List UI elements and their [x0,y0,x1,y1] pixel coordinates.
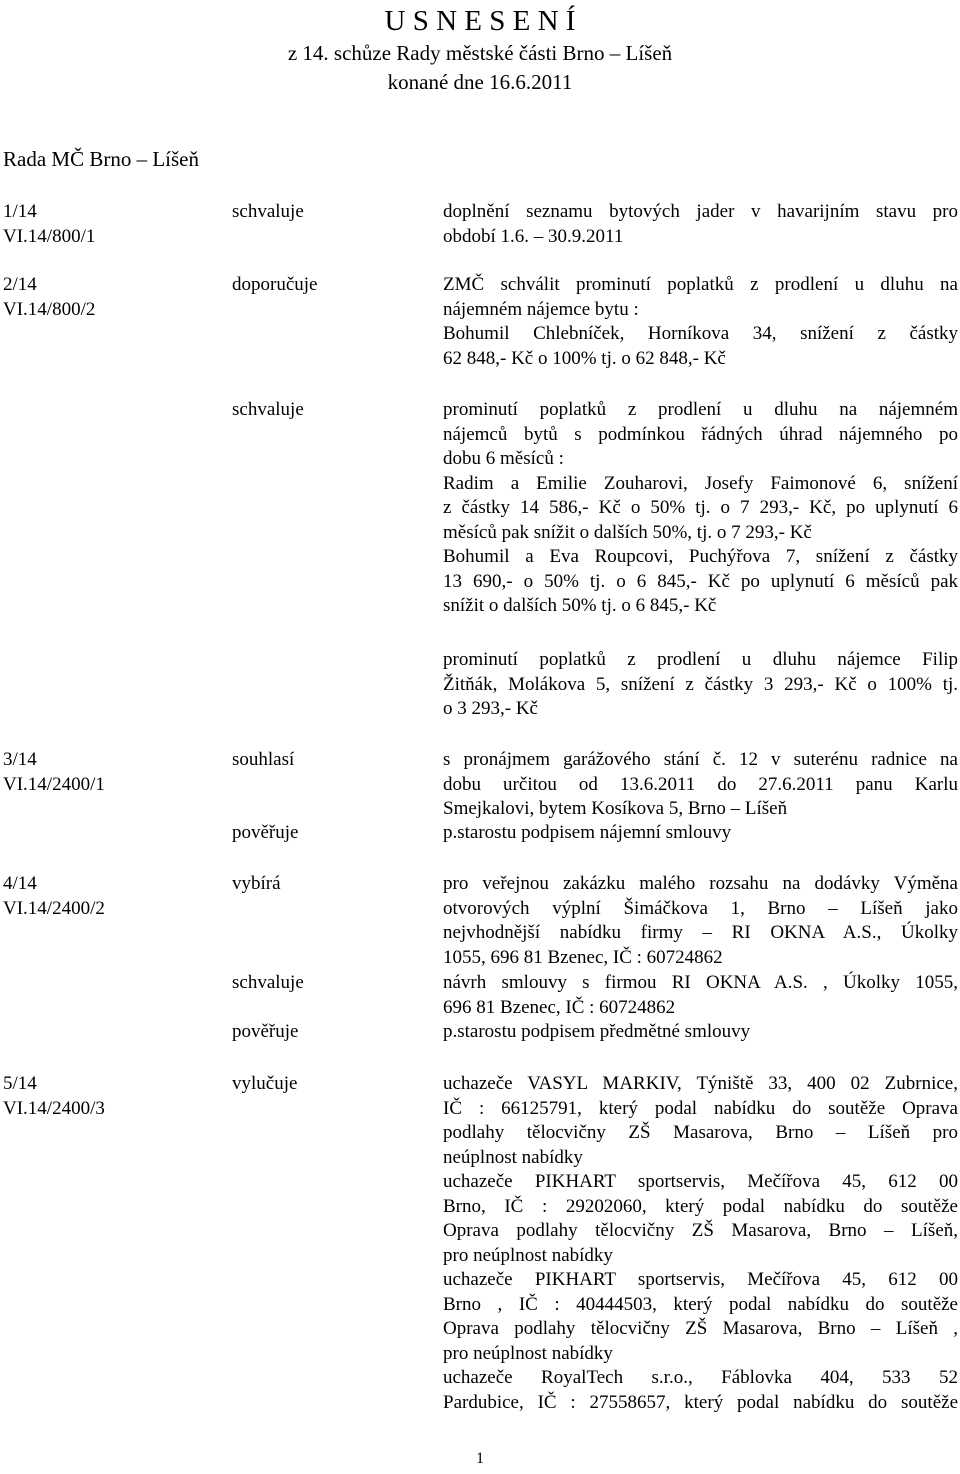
text-line: nejvhodnější nabídku firmy – RI OKNA A.S., Úkolky [443,922,958,943]
resolution-text: p.starostu podpisem předmětné smlouvy [443,1021,751,1042]
meeting-subtitle: z 14. schůze Rady městské části Brno – Líšeň [287,41,673,65]
text-line: období 1.6. – 30.9.2011 [443,225,624,247]
resolution-id: 3/14 [3,749,37,770]
resolution-ref: VI.14/800/1 [3,225,96,247]
resolution-verb: schvaluje [232,399,304,420]
resolution-verb: schvaluje [232,201,304,222]
resolution-id: 1/14 [3,201,37,222]
resolution-verb: pověřuje [232,1021,299,1042]
text-line: Oprava podlahy tělocvičny ZŠ Masarova, Brno – Líšeň, [443,1220,958,1241]
text-line: pro neúplnost nabídky [443,1244,613,1266]
text-line: podlahy tělocvičny ZŠ Masarova, Brno – Líšeň pro [443,1122,958,1143]
resolution-number [3,200,203,249]
resolution-text [443,971,958,1020]
text-line: doplnění seznamu bytových jader v havarijním stavu pro [443,201,958,222]
text-line: Pardubice, IČ : 27558657, který podal nabídku do soutěže [443,1391,958,1413]
text-line: 1055, 696 81 Bzenec, IČ : 60724862 [443,946,723,968]
text-line: pro neúplnost nabídky [443,1342,613,1364]
text-line: prominutí poplatků z prodlení u dluhu nájemce Filip [443,649,958,670]
council-name: Rada MČ Brno – Líšeň [3,147,199,171]
text-line: IČ : 66125791, který podal nabídku do soutěže Oprava [443,1097,958,1119]
text-line: 696 81 Bzenec, IČ : 60724862 [443,996,676,1018]
resolution-text: p.starostu podpisem nájemní smlouvy [443,822,732,843]
text-line: 13 690,- o 50% tj. o 6 845,- Kč po uplynutí 6 měsíců pak [443,570,958,592]
text-line: uchazeče RoyalTech s.r.o., Fáblovka 404, 533 52 [443,1367,958,1388]
resolution-verb: souhlasí [232,749,295,770]
meeting-date: konané dne 16.6.2011 [387,70,573,94]
resolution-ref: VI.14/2400/1 [3,773,105,795]
resolution-ref: VI.14/2400/3 [3,1097,105,1119]
text-line: z částky 14 586,- Kč o 50% tj. o 7 293,- Kč, po uplynutí 6 [443,497,958,518]
resolution-ref: VI.14/2400/2 [3,897,105,919]
text-line: uchazeče PIKHART sportservis, Mečířova 45, 612 00 [443,1269,958,1290]
text-line: o 3 293,- Kč [443,698,538,719]
resolution-text [443,748,958,822]
text-line: ZMČ schválit prominutí poplatků z prodlení u dluhu na [443,274,958,295]
page-number: 1 [476,1450,484,1467]
text-line: 62 848,- Kč o 100% tj. o 62 848,- Kč [443,347,726,369]
resolution-text [443,648,958,722]
text-line: prominutí poplatků z prodlení u dluhu na nájemném [443,399,958,420]
resolution-id: 4/14 [3,873,37,894]
text-line: snížit o dalších 50% tj. o 6 845,- Kč [443,595,717,616]
text-line: pro veřejnou zakázku malého rozsahu na dodávky Výměna [443,873,958,894]
text-line: uchazeče VASYL MARKIV, Týniště 33, 400 02 Zubrnice, [443,1073,958,1094]
resolution-number [3,1072,203,1121]
document-title: U S N E S E N Í [384,5,576,37]
text-line: nájemců bytů s podmínkou řádných úhrad nájemného po [443,423,958,445]
text-line: měsíců pak snížit o dalších 50%, tj. o 7 293,- Kč [443,521,812,543]
text-line: s pronájmem garážového stání č. 12 v suterénu radnice na [443,749,958,770]
resolution-text [443,273,958,371]
text-line: otvorových výplní Šimáčkova 1, Brno – Líšeň jako [443,897,958,919]
resolution-number [3,748,203,797]
text-line: nájemném nájemce bytu : [443,298,639,320]
text-line: neúplnost nabídky [443,1146,583,1168]
resolution-text [443,200,958,249]
text-line: Oprava podlahy tělocvičny ZŠ Masarova, Brno – Líšeň , [443,1318,958,1339]
text-line: Bohumil Chlebníček, Horníkova 34, snížení z částky [443,323,958,344]
text-line: Brno , IČ : 40444503, který podal nabídku do soutěže [443,1293,958,1315]
resolution-text [443,398,958,619]
resolution-verb: doporučuje [232,274,318,295]
resolution-verb: pověřuje [232,822,299,843]
text-line: dobu 6 měsíců : [443,448,564,469]
text-line: Smejkalovi, bytem Kosíkova 5, Brno – Líšeň [443,798,788,819]
resolution-verb: vylučuje [232,1073,298,1094]
resolution-text [443,872,958,970]
text-line: Brno, IČ : 29202060, který podal nabídku do soutěže [443,1195,958,1217]
text-line: Radim a Emilie Zouharovi, Josefy Faimonové 6, snížení [443,472,958,494]
resolution-verb: vybírá [232,873,281,894]
resolution-verb: schvaluje [232,972,304,993]
text-line: Bohumil a Eva Roupcovi, Puchýřova 7, snížení z částky [443,546,958,567]
resolution-id: 2/14 [3,274,37,295]
text-line: návrh smlouvy s firmou RI OKNA A.S. , Úkolky 1055, [443,972,958,993]
text-line: dobu určitou od 13.6.2011 do 27.6.2011 panu Karlu [443,773,958,795]
resolution-number [3,273,203,322]
resolution-text [443,1072,958,1415]
resolution-id: 5/14 [3,1073,37,1094]
text-line: uchazeče PIKHART sportservis, Mečířova 45, 612 00 [443,1171,958,1192]
text-line: Žitňák, Molákova 5, snížení z částky 3 293,- Kč o 100% tj. [443,673,958,695]
resolution-ref: VI.14/800/2 [3,298,96,320]
resolution-number [3,872,203,921]
